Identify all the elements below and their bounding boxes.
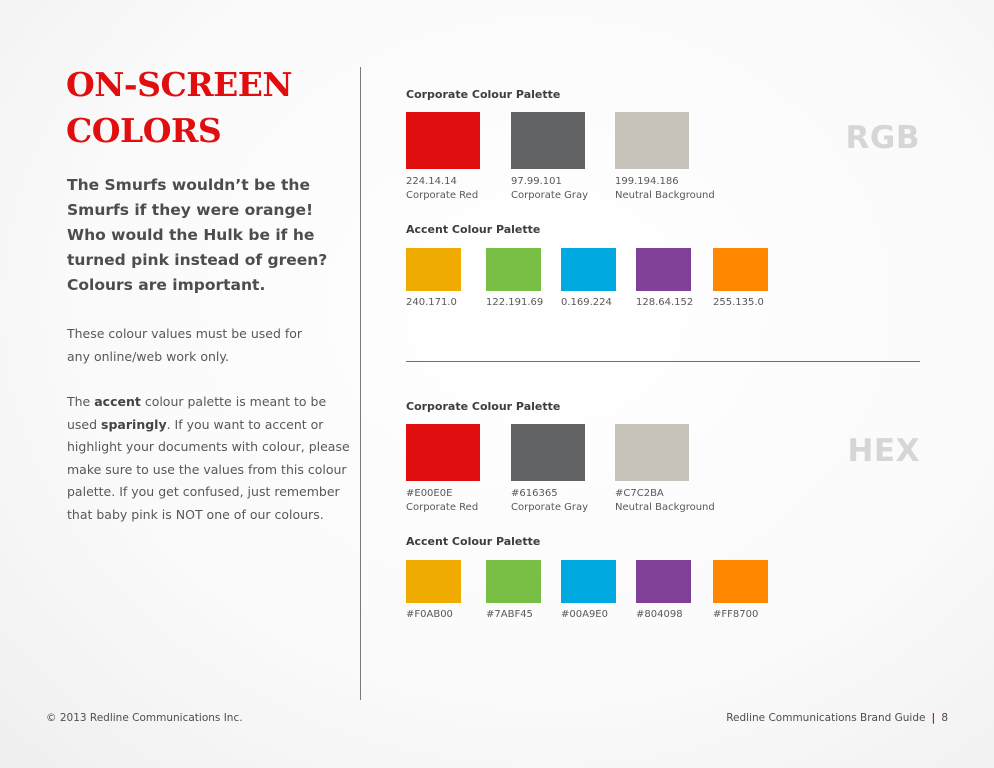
vertical-divider bbox=[360, 67, 361, 700]
swatch-corporate-red bbox=[406, 424, 480, 481]
text-fragment: . If you want to accent or bbox=[166, 416, 324, 432]
corporate-palette-label: Corporate Colour Palette bbox=[406, 400, 561, 413]
swatch-accent-purple bbox=[636, 248, 691, 291]
swatch-corporate-gray bbox=[511, 112, 585, 169]
horizontal-divider bbox=[406, 361, 920, 362]
swatch-corporate-red bbox=[406, 112, 480, 169]
accent-line-3: highlight your documents with colour, please bbox=[67, 439, 350, 455]
color-name: Corporate Red bbox=[406, 190, 479, 201]
color-value: #E00E0E bbox=[406, 488, 453, 499]
swatch-accent-green bbox=[486, 248, 541, 291]
accent-line-2 bbox=[67, 414, 367, 437]
lead-text bbox=[67, 173, 357, 298]
footer-guide-title: Redline Communications Brand Guide bbox=[726, 712, 926, 724]
accent-line-1 bbox=[67, 391, 367, 414]
text-fragment: colour palette is meant to be bbox=[140, 394, 327, 409]
accent-palette-label: Accent Colour Palette bbox=[406, 535, 541, 548]
color-value: 128.64.152 bbox=[636, 297, 694, 308]
usage-paragraph bbox=[67, 323, 367, 368]
accent-paragraph bbox=[67, 391, 367, 527]
color-value: 199.194.186 bbox=[615, 176, 679, 187]
hex-section bbox=[406, 398, 966, 658]
bold-sparingly: sparingly bbox=[101, 416, 167, 432]
color-value: #FF8700 bbox=[713, 609, 759, 620]
lead-line: Who would the Hulk be if he bbox=[67, 226, 315, 244]
usage-line: any online/web work only. bbox=[67, 348, 229, 364]
swatch-accent-orange bbox=[713, 248, 768, 291]
swatch-caption bbox=[406, 175, 478, 203]
lead-line: Colours are important. bbox=[67, 276, 266, 294]
swatch-accent-yellow bbox=[406, 560, 461, 603]
hex-mode-label: HEX bbox=[847, 433, 920, 469]
color-value: 224.14.14 bbox=[406, 176, 457, 187]
color-name: Neutral Background bbox=[615, 502, 715, 513]
color-value: #804098 bbox=[636, 609, 683, 620]
swatch-accent-orange bbox=[713, 560, 768, 603]
swatch-accent-blue bbox=[561, 560, 616, 603]
lead-line: turned pink instead of green? bbox=[67, 251, 328, 269]
swatch-accent-green bbox=[486, 560, 541, 603]
color-value: 240.171.0 bbox=[406, 297, 457, 308]
color-name: Neutral Background bbox=[615, 190, 715, 201]
swatch-caption bbox=[615, 487, 715, 515]
page-title bbox=[66, 62, 292, 154]
accent-line-6: that baby pink is NOT one of our colours. bbox=[67, 506, 324, 522]
swatch-caption bbox=[615, 175, 715, 203]
swatch-accent-purple bbox=[636, 560, 691, 603]
swatch-caption bbox=[511, 175, 588, 203]
color-value: 0.169.224 bbox=[561, 297, 612, 308]
accent-line-5: palette. If you get confused, just remember bbox=[67, 484, 340, 500]
footer-copyright: © 2013 Redline Communications Inc. bbox=[46, 712, 243, 724]
page-title-line2: COLORS bbox=[66, 111, 222, 150]
footer-guide bbox=[726, 712, 948, 724]
color-value: 122.191.69 bbox=[486, 297, 544, 308]
rgb-mode-label: RGB bbox=[845, 120, 920, 156]
accent-line-4: make sure to use the values from this colour bbox=[67, 461, 347, 477]
color-value: #F0AB00 bbox=[406, 609, 453, 620]
color-name: Corporate Red bbox=[406, 502, 479, 513]
color-value: #7ABF45 bbox=[486, 609, 533, 620]
usage-line: These colour values must be used for bbox=[67, 326, 303, 341]
swatch-neutral-background bbox=[615, 424, 689, 481]
color-value: 97.99.101 bbox=[511, 176, 562, 187]
color-value: 255.135.0 bbox=[713, 297, 764, 308]
swatch-caption bbox=[406, 487, 478, 515]
color-value: #00A9E0 bbox=[561, 609, 608, 620]
color-value: #616365 bbox=[511, 488, 558, 499]
page-title-line1: ON-SCREEN bbox=[66, 65, 293, 104]
swatch-caption bbox=[511, 487, 588, 515]
swatch-neutral-background bbox=[615, 112, 689, 169]
color-value: #C7C2BA bbox=[615, 488, 664, 499]
text-fragment: The bbox=[67, 394, 95, 409]
corporate-palette-label: Corporate Colour Palette bbox=[406, 88, 561, 101]
swatch-corporate-gray bbox=[511, 424, 585, 481]
accent-palette-label: Accent Colour Palette bbox=[406, 223, 541, 236]
swatch-accent-blue bbox=[561, 248, 616, 291]
rgb-section bbox=[406, 86, 966, 346]
color-name: Corporate Gray bbox=[511, 502, 589, 513]
bold-accent: accent bbox=[94, 394, 141, 409]
swatch-accent-yellow bbox=[406, 248, 461, 291]
text-fragment: used bbox=[67, 416, 102, 432]
lead-line: The Smurfs wouldn’t be the bbox=[67, 176, 310, 194]
color-name: Corporate Gray bbox=[511, 190, 589, 201]
lead-line: Smurfs if they were orange! bbox=[67, 201, 314, 219]
page-number: 8 bbox=[941, 712, 948, 724]
footer-separator: | bbox=[931, 712, 936, 724]
